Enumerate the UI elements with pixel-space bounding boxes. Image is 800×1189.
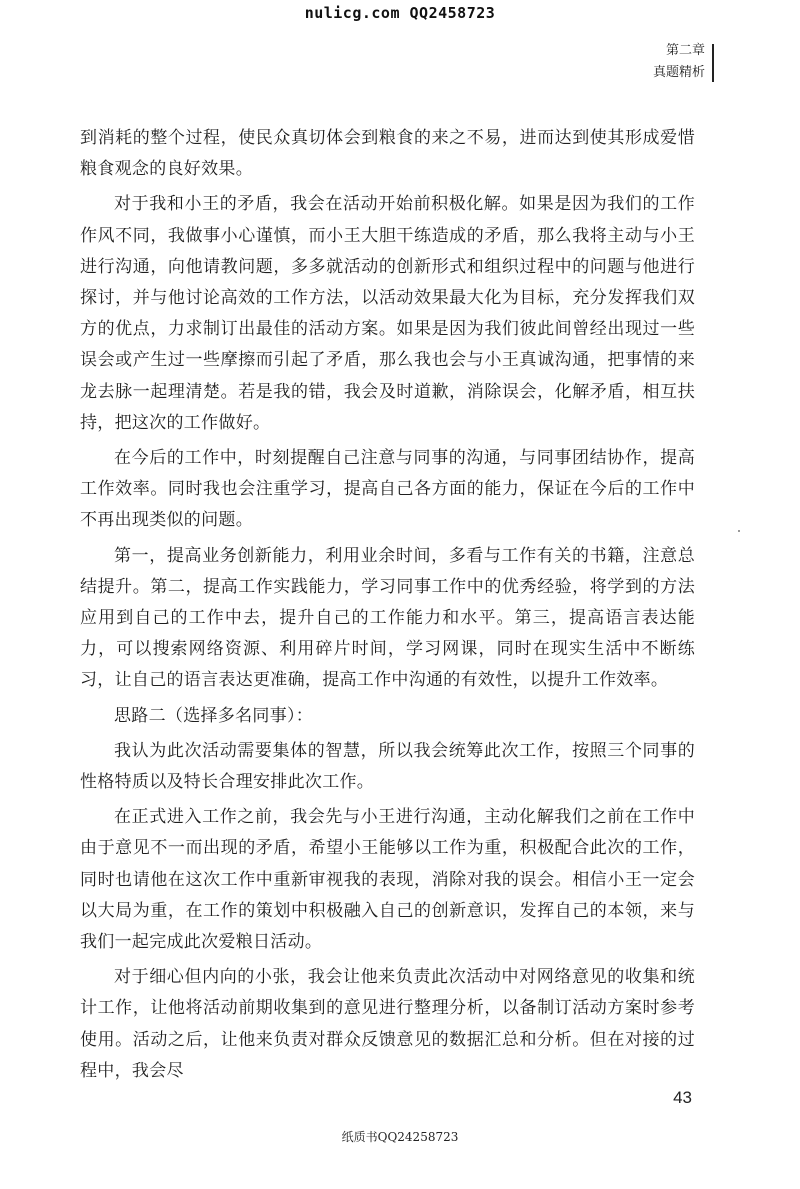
bottom-watermark: 纸质书QQ24258723 [341,1130,459,1144]
chapter-title: 第二章 [665,43,705,58]
scan-speck [738,530,740,532]
paragraph-7: 在正式进入工作之前，我会先与小王进行沟通，主动化解我们之前在工作中由于意见不一而出现的矛盾，希望小王能够以工作为重，积极配合此次的工作，同时也请他在这次工作中重新审视我的表现，消除对我的误会。相信小王一定会以大局为重，在工作的策划中积极融入自己的创新意识，发挥自己的本领，来与我们一起完成此次爱粮日活动。 [80,807,695,953]
paragraph-4: 第一，提高业务创新能力，利用业余时间，多看与工作有关的书籍，注意总结提升。第二，提高工作实践能力，学习同事工作中的优秀经验，将学到的方法应用到自己的工作中去，提升自己的工作能力和水平。第三，提高语言表达能力，可以搜索网络资源、利用碎片时间，学习网课，同时在现实生活中不断练习，让自己的语言表达更准确，提高工作中沟通的有效性，以提升工作效率。 [80,545,695,691]
paragraph-1: 到消耗的整个过程，使民众真切体会到粮食的来之不易，进而达到使其形成爱惜粮食观念的良好效果。 [80,128,695,180]
paragraph-8: 对于细心但内向的小张，我会让他来负责此次活动中对网络意见的收集和统计工作，让他将活动前期收集到的意见进行整理分析，以备制订活动方案时参考使用。活动之后，让他来负责对群众反馈意见的数据汇总和分析。但在对接的过程中，我会尽 [80,967,695,1081]
paragraph-5-subheading: 思路二（选择多名同事）： [114,705,314,726]
paragraph-3: 在今后的工作中，时刻提醒自己注意与同事的沟通，与同事团结协作，提高工作效率。同时我也会注重学习，提高自己各方面的能力，保证在今后的工作中不再出现类似的问题。 [80,448,695,531]
page-number: 43 [673,1088,692,1107]
paragraph-2: 对于我和小王的矛盾，我会在活动开始前积极化解。如果是因为我们的工作作风不同，我做事小心谨慎，而小王大胆干练造成的矛盾，那么我将主动与小王进行沟通，向他请教问题，多多就活动的创新形式和组织过程中的问题与他进行探讨，并与他讨论高效的工作方法，以活动效果最大化为目标，充分发挥我们双方的优点，力求制订出最佳的活动方案。如果是因为我们彼此间曾经出现过一些误会或产生过一些摩擦而引起了矛盾，那么我也会与小王真诚沟通，把事情的来龙去脉一起理清楚。若是我的错，我会及时道歉，消除误会，化解矛盾，相互扶持，把这次的工作做好。 [80,194,695,433]
top-watermark: nulicg.com QQ2458723 [304,4,496,22]
section-title: 真题精析 [652,65,705,80]
chapter-header [653,40,705,84]
body-text [80,123,695,1091]
paragraph-6: 我认为此次活动需要集体的智慧，所以我会统筹此次工作，按照三个同事的性格特质以及特长合理安排此次工作。 [80,740,695,793]
header-divider [712,44,714,82]
